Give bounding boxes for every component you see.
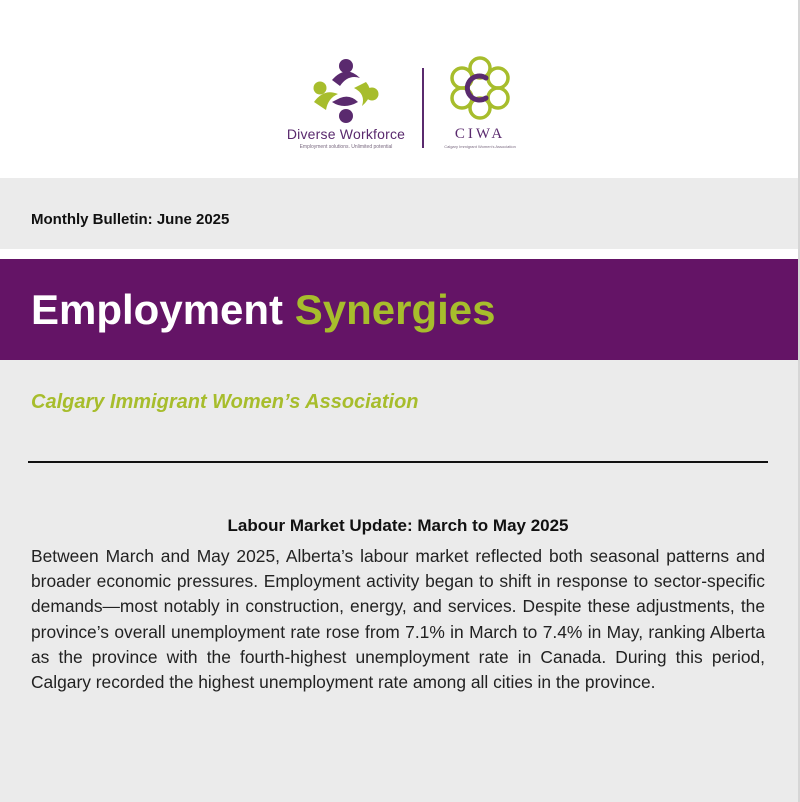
ciwa-tagline: Calgary Immigrant Women's Association (444, 144, 516, 149)
article-body: Between March and May 2025, Alberta’s labour market reflected both seasonal patterns and broader economic pressures. Employment activity began to shift in response to sector-specific demands—most notably in construction, energy, and services. Despite these adjustments, the province’s overall unemployment rate rose from 7.1% in March to 7.4% in May, ranking Alberta as the province with the fourth-highest unemployment rate in Canada. During this period, Calgary recorded the highest unemployment rate among all cities in the province. (31, 546, 765, 693)
ciwa-logo (436, 56, 526, 156)
banner-title (31, 287, 496, 333)
ciwa-name: CIWA (454, 126, 506, 142)
header (0, 0, 800, 178)
bulletin-label: Monthly Bulletin: June 2025 (31, 211, 230, 228)
diverse-workforce-mark-icon (310, 58, 382, 126)
diverse-workforce-name: Diverse Workforce (286, 126, 406, 142)
logo-divider (422, 68, 424, 148)
banner-title-employment: Employment (31, 286, 284, 333)
article-title: Labour Market Update: March to May 2025 (227, 516, 569, 535)
diverse-workforce-logo (276, 58, 416, 158)
organization-name: Calgary Immigrant Women’s Association (31, 391, 419, 413)
diverse-workforce-tagline: Employment solutions. Unlimited potential (299, 144, 393, 150)
banner-title-synergies: Synergies (294, 286, 496, 333)
section-divider (28, 461, 768, 463)
banner-top-strip (0, 249, 800, 259)
ciwa-flower-icon (440, 56, 520, 124)
